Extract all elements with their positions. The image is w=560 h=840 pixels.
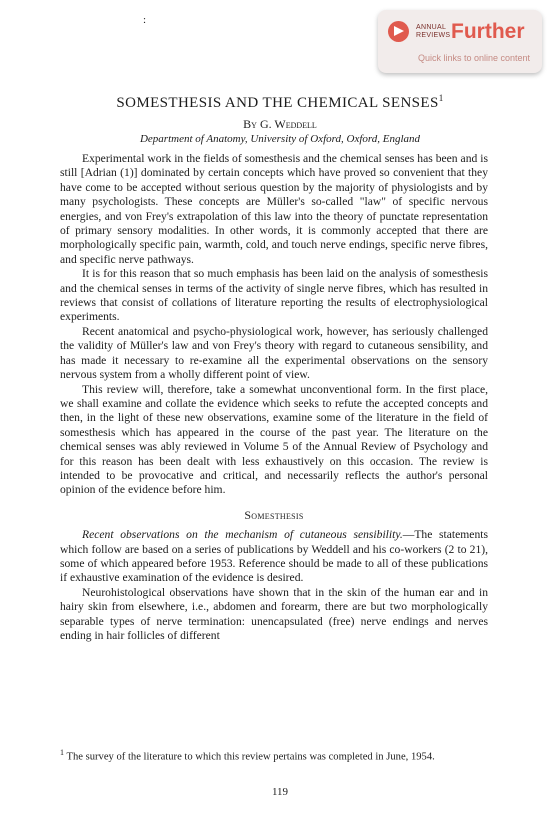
author-line: By G. Weddell: [243, 117, 317, 131]
footnote: [60, 746, 488, 764]
article-body: [60, 152, 488, 643]
footnote-text: The survey of the literature to which this review pertains was completed in June, 1954.: [66, 751, 435, 763]
quick-links-label: Quick links to online content: [418, 53, 531, 63]
paragraph-3: Recent anatomical and psycho-physiological work, however, has seriously challenged the validity of Müller's law and von Frey's theory with regard to cutaneous sensibility, and has made it necessary to re-examine all the experimental observations on the sensory nervous system from a wholly different point of view.: [60, 324, 488, 382]
footnote-mark: 1: [60, 748, 64, 757]
annual-reviews-text: ANNUAL REVIEWS: [416, 24, 451, 39]
paragraph-2: It is for this reason that so much emphasis has been laid on the analysis of somesthesis and the chemical senses in terms of the activity of single nerve fibres, which has resulted in reviews that consist of collations of literature reporting the results of electrophysiological experiments.: [60, 267, 488, 324]
paragraph-1: Experimental work in the fields of somesthesis and the chemical senses has been and is still [Adrian (1)] dominated by certain concepts which have proved so convenient that they have come to be accepted without serious question by the majority of physiologists and by many psychologists. These concepts are Müller's so-called "law" of specific nervous energies, and von Frey's extrapolation of this law into the theory of punctate representation of primary sensory modalities. In other words, it is commonly accepted that there are morphologically specific pain, warmth, cold, and touch nerve endings, specific nerve fibres, and specific nerve pathways.: [60, 152, 488, 266]
header-mark: :: [143, 14, 147, 26]
paragraph-4: This review will, therefore, take a somewhat unconventional form. In the first place, we shall examine and collate the evidence which seeks to refute the accepted concepts and then, in the light of these new observations, examine some of the literature in the field of somesthesis which has appeared in the course of the past year. The literature on the chemical senses was ably reviewed in Volume 5 of the Annual Review of Psychology and for this reason has been dealt with less exhaustively on this occasion. The review is intended to be provocative and critical, and necessarily reflects the author's personal opinion of the evidence before him.: [60, 382, 488, 497]
title-text: SOMESTHESIS AND THE CHEMICAL SENSES: [116, 95, 439, 111]
section-runin-heading: Recent observations on the mechanism of cutaneous sensibility.: [82, 528, 403, 542]
section-paragraph-1-text: —The statements which follow are based on a series of publications by Weddell and his co-workers (2 to 21), some of which appeared before 1953. Reference should be made to all of these publications if exhaustive examination of the evidence is desired.: [60, 528, 488, 585]
further-label: Further: [451, 20, 525, 43]
annual-reviews-further-banner[interactable]: [378, 10, 542, 73]
title-footnote-mark: 1: [438, 93, 444, 103]
play-icon: [388, 21, 409, 42]
section-paragraph-1: [60, 528, 488, 586]
annual-reviews-label: [416, 24, 450, 40]
affiliation-line: Department of Anatomy, University of Oxford, Oxford, England: [139, 133, 421, 145]
section-paragraph-2: Neurohistological observations have shown that in the skin of the human ear and in hairy skin from elsewhere, i.e., abdomen and forearm, there are but two morphologically separable types of nerve termination: unencapsulated (free) nerve endings and nerves ending in hair follicles of different: [60, 585, 488, 642]
article-title: [0, 93, 560, 112]
section-heading: Somesthesis: [244, 507, 304, 522]
page-number: 119: [271, 786, 289, 798]
